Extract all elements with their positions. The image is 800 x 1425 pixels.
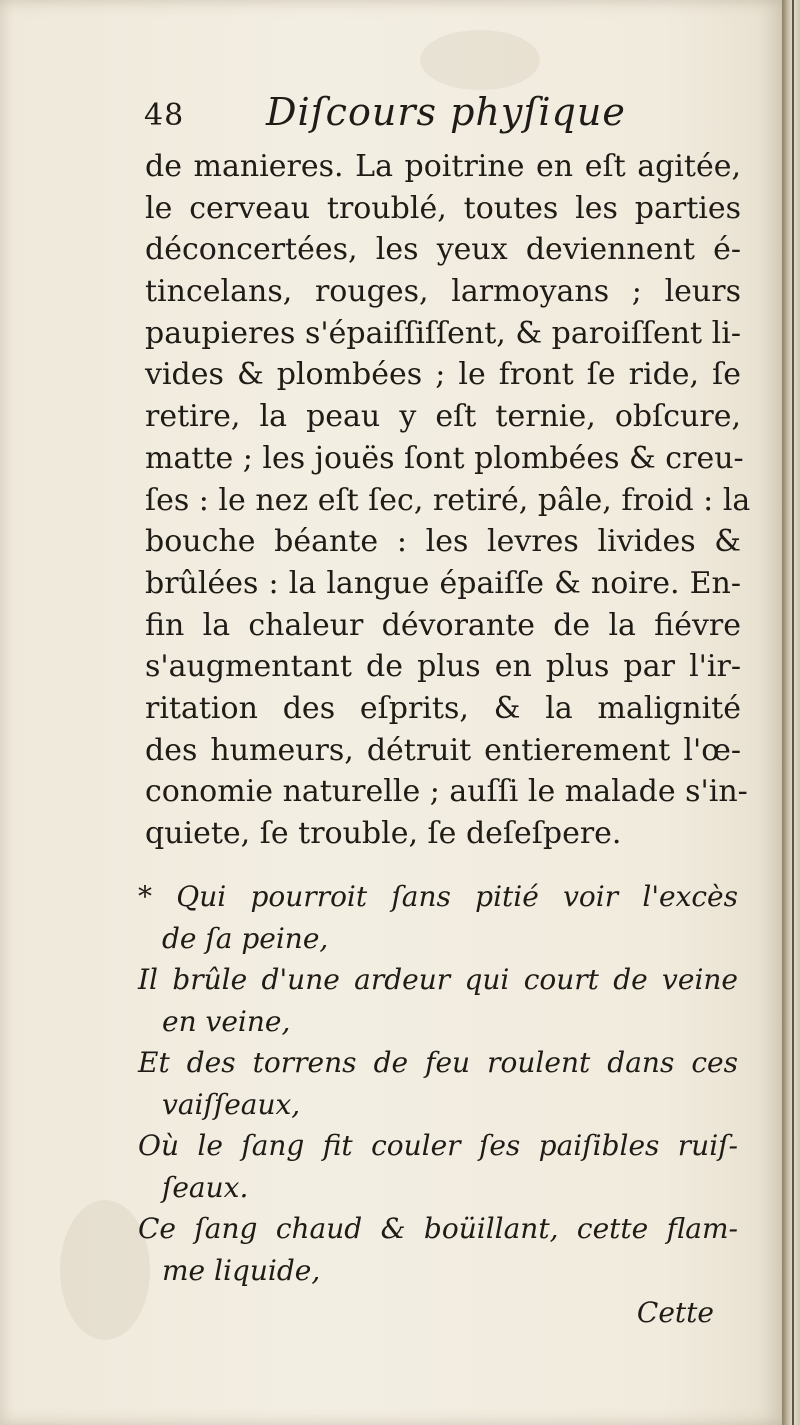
text-line: déconcertées, les yeux deviennent é-	[145, 232, 741, 268]
page-number: 48	[144, 98, 185, 133]
text-line: ſes : le nez eſt ſec, retiré, pâle, froid : la	[145, 482, 751, 518]
text-line: quiete, ſe trouble, ſe deſeſpere.	[145, 816, 622, 851]
text-line: vides & plombées ; le front ſe ride, ſe	[145, 357, 741, 393]
paper-stain	[60, 1200, 150, 1340]
text-line: conomie naturelle ; auſſi le malade s'in-	[145, 774, 748, 810]
verse-line: de ſa peine,	[162, 921, 329, 955]
text-line: bouche béante : les levres livides &	[145, 524, 741, 560]
page-edge-line	[792, 0, 794, 1425]
text-line: de manieres. La poitrine en eſt agitée,	[145, 149, 741, 184]
text-line: brûlées : la langue épaiſſe & noire. En-	[145, 565, 741, 601]
verse-line: me liquide,	[162, 1253, 321, 1287]
page-header	[144, 70, 744, 134]
catchword: Cette	[636, 1296, 714, 1329]
verse-line: vaiſſeaux,	[162, 1087, 301, 1121]
verse-line: Ce ſang chaud & boüillant, cette flam-	[138, 1212, 738, 1245]
text-line: retire, la peau y eſt ternie, obſcure,	[145, 399, 741, 435]
verse-footnote	[138, 876, 738, 1291]
text-line: s'augmentant de plus en plus par l'ir-	[145, 649, 741, 685]
text-line: fin la chaleur dévorante de la fiévre	[145, 607, 741, 643]
text-line: des humeurs, détruit entierement l'œ-	[145, 732, 741, 768]
text-line: le cerveau troublé, toutes les parties	[145, 190, 741, 226]
text-line: paupieres s'épaiſſiſſent, & paroiſſent li-	[145, 315, 741, 351]
verse-line: Et des torrens de feu roulent dans ces	[138, 1046, 738, 1079]
body-paragraph	[145, 146, 751, 855]
verse-line: * Qui pourroit ſans pitié voir l'excès	[138, 880, 738, 913]
verse-line: Il brûle d'une ardeur qui court de veine	[138, 963, 738, 996]
verse-line: Où le ſang fit couler ſes paiſibles ruiſ-	[138, 1129, 738, 1162]
text-line: matte ; les jouës ſont plombées & creu-	[145, 440, 744, 476]
verse-line: en veine,	[162, 1004, 291, 1038]
text-line: ritation des eſprits, & la malignité	[145, 690, 741, 726]
text-line: tincelans, rouges, larmoyans ; leurs	[145, 274, 741, 310]
verse-line: ſeaux.	[162, 1170, 249, 1204]
book-fore-edge	[782, 0, 800, 1425]
running-title: Diſcours phyſique	[266, 90, 626, 134]
